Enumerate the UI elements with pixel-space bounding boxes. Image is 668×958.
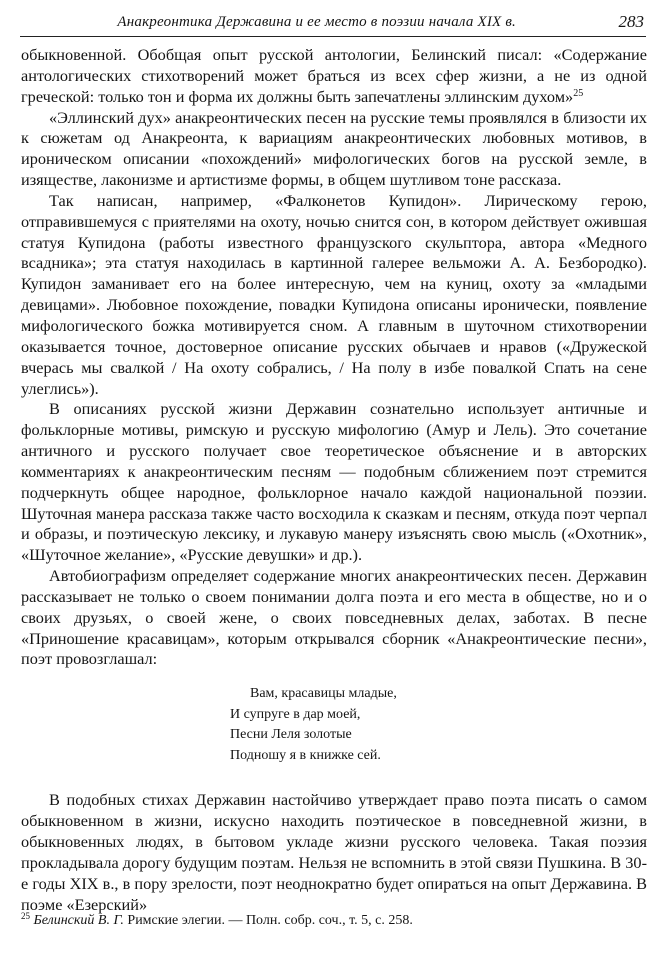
poem-line: Подношу я в книжке сей. <box>230 747 381 763</box>
paragraph-5: Автобиографизм определяет содержание многих анакреонтических песен. Державин рассказывает не только о своем понимании долга поэта и его места в обществе, но и о своих друзьях, о своей жене, о своих повседневных делах, заботах. В песне «Приношение красавицам», которым открывался сборник «Анакреонтические песни», поэт провозглашал: <box>21 566 647 669</box>
running-title: Анакреонтика Державина и ее место в поэзии начала XIX в. <box>117 14 516 30</box>
poem-line: Песни Леля золотые <box>230 727 352 743</box>
paragraph-4: В описаниях русской жизни Державин сознательно использует античные и фольклорные мотивы, римскую и русскую мифологию (Амур и Лель). Это сочетание античного и русского получает свое теоретическое объяснение и в авторских комментариях к анакреонтическим песням — подобным сближением поэт стремится подчеркнуть общее народное, фольклорное начало каждой национальной поэзии. Шуточная манера рассказа также часто восходила к сказкам и песням, откуда поэт черпал и образы, и поэтическую лексику, и лукавую манеру изъяснять свою мысль («Охотник», «Шуточное желание», «Русские девушки» и др.). <box>21 399 647 565</box>
paragraph-1 <box>21 45 647 108</box>
body-text <box>21 45 647 915</box>
paragraph-1-text: обыкновенной. Обобщая опыт русской антологии, Белинский писал: «Содержание антологических стихотворений может браться из всех сфер жизни, а не из одной греческой: только тон и форма их должны быть запечатлены эллинским духом» <box>21 45 647 106</box>
poem-quote <box>230 684 647 766</box>
page-number: 283 <box>618 12 644 31</box>
poem-line: И супруге в дар моей, <box>230 706 361 722</box>
paragraph-2: «Эллинский дух» анакреонтических песен на русские темы проявлялся в близости их к сюжетам од Анакреонта, к вариациям анакреонтических любовных мотивов, в ироническом описании «похождений» мифологических богов на русской земле, в изяществе, лаконизме и артистизме формы, в общем шутливом тоне рассказа. <box>21 107 647 190</box>
footnote-author: Белинский В. Г. <box>33 913 124 928</box>
paragraph-3: Так написан, например, «Фалконетов Купидон». Лирическому герою, отправившемуся с приятелями на охоту, ночью снится сон, в котором действует ожившая статуя Купидона (работы известного французского скульптора, автора «Медного всадника»; эта статуя находилась в картинной галерее вельможи А. А. Безбородко). Купидон заманивает его на более интересную, чем на куниц, охоту за «младыми девицами». Любовное похождение, повадки Купидона описаны иронически, появление мифологического божка мотивируется сном. А главным в шуточном стихотворении оказывается точное, достоверное описание русских обычаев и нравов («Дружеской вчерась мы свалкой / На охоту собрались, / На полу в избе повалкой Спать на сене улеглись»). <box>21 190 647 398</box>
footnote-text: Римские элегии. — Полн. собр. соч., т. 5, с. 258. <box>127 913 413 928</box>
poem-line: Вам, красавицы младые, <box>250 686 397 702</box>
page-header <box>20 6 646 37</box>
footnote-reference: 25 <box>573 87 584 99</box>
footnote-mark: 25 <box>21 911 30 921</box>
paragraph-6: В подобных стихах Державин настойчиво утверждает право поэта писать о самом обыкновенном в жизни, искусно находить поэтическое в повседневной жизни, в обыкновенных людях, в бытовом укладе жизни русского человека. Такая поэзия прокладывала дорогу будущим поэтам. Нельзя не вспомнить в этой связи Пушкина. В 30-е годы XIX в., в пору зрелости, поэт неоднократно будет опираться на опыт Державина. В поэме «Езерский» <box>21 790 647 914</box>
footnote <box>21 912 647 930</box>
